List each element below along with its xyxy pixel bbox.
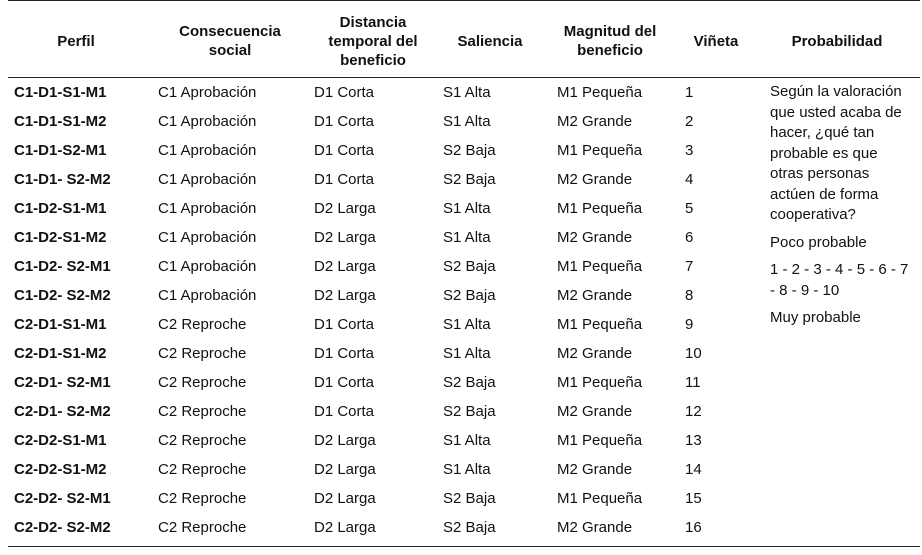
table-row — [0, 426, 922, 455]
cell-vineta: 16 — [685, 519, 702, 536]
cell-magnitud: M2 Grande — [557, 345, 633, 362]
probabilidad-scale: 1 - 2 - 3 - 4 - 5 - 6 - 7 - 8 - 9 - 10 — [770, 261, 909, 299]
cell-perfil: C2-D2-S1-M1 — [14, 432, 107, 449]
cell-saliencia: S2 Baja — [443, 142, 496, 159]
cell-magnitud: M1 Pequeña — [557, 316, 643, 333]
cell-saliencia: S2 Baja — [443, 287, 496, 304]
cell-consecuencia: C2 Reproche — [158, 490, 247, 507]
cell-vineta: 10 — [685, 345, 702, 362]
cell-consecuencia: C2 Reproche — [158, 519, 247, 536]
cell-saliencia: S1 Alta — [443, 229, 491, 246]
cell-perfil: C2-D2-S1-M2 — [14, 461, 107, 478]
table-row — [0, 368, 922, 397]
cell-distancia: D1 Corta — [314, 374, 375, 391]
cell-distancia: D1 Corta — [314, 142, 375, 159]
header-probabilidad: Probabilidad — [791, 32, 883, 50]
header-magnitud: Magnitud del beneficio — [563, 23, 657, 59]
cell-distancia: D2 Larga — [314, 519, 376, 536]
cell-consecuencia: C2 Reproche — [158, 374, 247, 391]
cell-consecuencia: C1 Aprobación — [158, 200, 257, 217]
probabilidad-high: Muy probable — [770, 309, 861, 326]
cell-perfil: C1-D2- S2-M1 — [14, 258, 111, 275]
cell-vineta: 7 — [685, 258, 694, 275]
cell-perfil: C1-D1-S2-M1 — [14, 142, 107, 159]
table-row — [0, 513, 922, 542]
cell-magnitud: M2 Grande — [557, 113, 633, 130]
cell-vineta: 2 — [685, 113, 694, 130]
header-saliencia: Saliencia — [457, 32, 523, 50]
cell-saliencia: S2 Baja — [443, 519, 496, 536]
cell-vineta: 6 — [685, 229, 694, 246]
cell-perfil: C1-D2- S2-M2 — [14, 287, 111, 304]
cell-consecuencia: C2 Reproche — [158, 316, 247, 333]
cell-saliencia: S1 Alta — [443, 84, 491, 101]
cell-distancia: D2 Larga — [314, 258, 376, 275]
cell-magnitud: M1 Pequeña — [557, 374, 643, 391]
header-vineta: Viñeta — [693, 32, 739, 50]
table-row — [0, 484, 922, 513]
cell-magnitud: M2 Grande — [557, 229, 633, 246]
cell-perfil: C2-D1-S1-M2 — [14, 345, 107, 362]
cell-perfil: C1-D1-S1-M2 — [14, 113, 107, 130]
cell-saliencia: S1 Alta — [443, 316, 491, 333]
cell-magnitud: M2 Grande — [557, 287, 633, 304]
cell-distancia: D1 Corta — [314, 403, 375, 420]
cell-consecuencia: C1 Aprobación — [158, 171, 257, 188]
cell-perfil: C2-D2- S2-M2 — [14, 519, 111, 536]
cell-perfil: C2-D2- S2-M1 — [14, 490, 111, 507]
cell-distancia: D2 Larga — [314, 490, 376, 507]
cell-vineta: 4 — [685, 171, 694, 188]
table-row — [0, 455, 922, 484]
cell-magnitud: M1 Pequeña — [557, 142, 643, 159]
header-distancia: Distancia temporal del beneficio — [328, 13, 418, 69]
cell-perfil: C1-D2-S1-M2 — [14, 229, 107, 246]
cell-consecuencia: C2 Reproche — [158, 461, 247, 478]
cell-consecuencia: C1 Aprobación — [158, 229, 257, 246]
cell-distancia: D2 Larga — [314, 432, 376, 449]
cell-magnitud: M1 Pequeña — [557, 432, 643, 449]
cell-vineta: 15 — [685, 490, 702, 507]
cell-perfil: C1-D1-S1-M1 — [14, 84, 107, 101]
cell-distancia: D2 Larga — [314, 287, 376, 304]
cell-distancia: D2 Larga — [314, 461, 376, 478]
cell-perfil: C2-D1-S1-M1 — [14, 316, 107, 333]
cell-saliencia: S1 Alta — [443, 200, 491, 217]
cell-perfil: C1-D2-S1-M1 — [14, 200, 107, 217]
cell-distancia: D2 Larga — [314, 200, 376, 217]
cell-vineta: 12 — [685, 403, 702, 420]
table-top-rule — [8, 0, 920, 1]
table-row — [0, 339, 922, 368]
cell-perfil: C2-D1- S2-M1 — [14, 374, 111, 391]
cell-magnitud: M2 Grande — [557, 403, 633, 420]
cell-magnitud: M1 Pequeña — [557, 490, 643, 507]
cell-saliencia: S1 Alta — [443, 461, 491, 478]
cell-saliencia: S2 Baja — [443, 403, 496, 420]
cell-vineta: 9 — [685, 316, 694, 333]
cell-vineta: 13 — [685, 432, 702, 449]
cell-consecuencia: C2 Reproche — [158, 345, 247, 362]
cell-saliencia: S2 Baja — [443, 490, 496, 507]
cell-magnitud: M1 Pequeña — [557, 84, 643, 101]
cell-vineta: 1 — [685, 84, 694, 101]
cell-distancia: D2 Larga — [314, 229, 376, 246]
cell-magnitud: M2 Grande — [557, 519, 633, 536]
probabilidad-cell — [770, 82, 915, 336]
cell-saliencia: S1 Alta — [443, 345, 491, 362]
cell-perfil: C2-D1- S2-M2 — [14, 403, 111, 420]
cell-magnitud: M2 Grande — [557, 461, 633, 478]
table-bottom-rule — [8, 546, 920, 547]
cell-consecuencia: C1 Aprobación — [158, 113, 257, 130]
cell-consecuencia: C1 Aprobación — [158, 287, 257, 304]
cell-vineta: 14 — [685, 461, 702, 478]
cell-vineta: 5 — [685, 200, 694, 217]
cell-vineta: 11 — [685, 374, 701, 391]
cell-consecuencia: C2 Reproche — [158, 403, 247, 420]
cell-consecuencia: C1 Aprobación — [158, 84, 257, 101]
cell-magnitud: M1 Pequeña — [557, 200, 643, 217]
cell-distancia: D1 Corta — [314, 316, 375, 333]
cell-saliencia: S2 Baja — [443, 171, 496, 188]
probabilidad-low: Poco probable — [770, 233, 867, 251]
cell-vineta: 8 — [685, 287, 694, 304]
cell-consecuencia: C1 Aprobación — [158, 142, 257, 159]
cell-saliencia: S1 Alta — [443, 432, 491, 449]
probabilidad-question: Según la valoración que usted acaba de hacer, ¿qué tan probable es que otras personas actúen de forma cooperativa? — [770, 83, 902, 223]
cell-saliencia: S2 Baja — [443, 258, 496, 275]
header-consecuencia: Consecuencia social — [179, 23, 281, 59]
cell-magnitud: M1 Pequeña — [557, 258, 643, 275]
cell-saliencia: S2 Baja — [443, 374, 496, 391]
cell-distancia: D1 Corta — [314, 345, 375, 362]
cell-magnitud: M2 Grande — [557, 171, 633, 188]
table-row — [0, 397, 922, 426]
cell-saliencia: S1 Alta — [443, 113, 491, 130]
cell-distancia: D1 Corta — [314, 84, 375, 101]
header-perfil: Perfil — [57, 32, 95, 50]
cell-perfil: C1-D1- S2-M2 — [14, 171, 111, 188]
cell-distancia: D1 Corta — [314, 113, 375, 130]
cell-vineta: 3 — [685, 142, 694, 159]
cell-consecuencia: C2 Reproche — [158, 432, 247, 449]
cell-consecuencia: C1 Aprobación — [158, 258, 257, 275]
cell-distancia: D1 Corta — [314, 171, 375, 188]
